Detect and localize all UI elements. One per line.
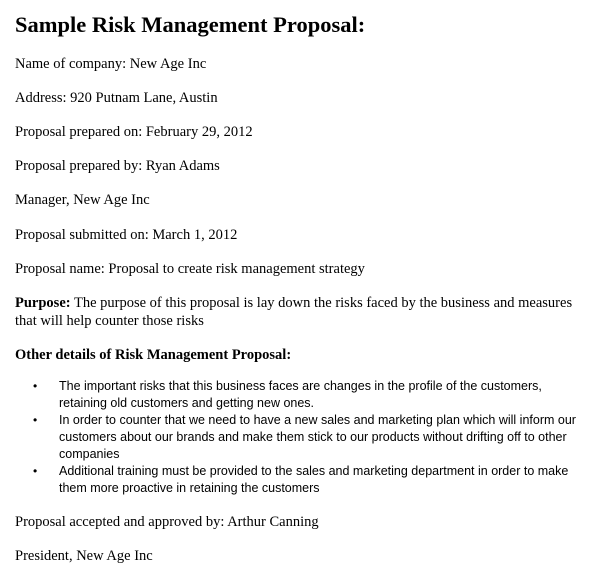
bullet-text: The important risks that this business faces are changes in the profile of the customers, retaining old customers and getting new ones. [59, 379, 542, 410]
purpose-text: The purpose of this proposal is lay down the risks faced by the business and measures that will help counter those risks [15, 295, 573, 329]
prepared-on-line: Proposal prepared on: February 29, 2012 [15, 124, 253, 140]
list-item [30, 412, 590, 463]
purpose-label: Purpose: [15, 295, 71, 311]
bullet-dot-icon: • [33, 379, 38, 393]
prepared-by-line: Proposal prepared by: Ryan Adams [15, 158, 220, 174]
address-line: Address: 920 Putnam Lane, Austin [15, 90, 218, 106]
bullet-dot-icon: • [33, 413, 38, 427]
manager-line: Manager, New Age Inc [15, 192, 150, 208]
list-item [30, 463, 590, 497]
details-bullet-list [30, 378, 590, 497]
bullet-text: Additional training must be provided to the sales and marketing department in order to make them more proactive in retaining the customers [59, 464, 569, 495]
details-heading: Other details of Risk Management Proposal: [15, 347, 292, 363]
list-item [30, 378, 590, 412]
approval-line: Proposal accepted and approved by: Arthur Canning [15, 514, 319, 530]
company-name-line: Name of company: New Age Inc [15, 56, 207, 72]
document-title: Sample Risk Management Proposal: [15, 12, 366, 37]
purpose-paragraph [15, 294, 590, 330]
bullet-dot-icon: • [33, 464, 38, 478]
submitted-on-line: Proposal submitted on: March 1, 2012 [15, 227, 238, 243]
proposal-name-line: Proposal name: Proposal to create risk management strategy [15, 261, 365, 277]
approver-title-line: President, New Age Inc [15, 548, 153, 564]
bullet-text: In order to counter that we need to have a new sales and marketing plan which will inform our customers about our brands and make them stick to our products without drifting off to other companies [59, 413, 576, 461]
